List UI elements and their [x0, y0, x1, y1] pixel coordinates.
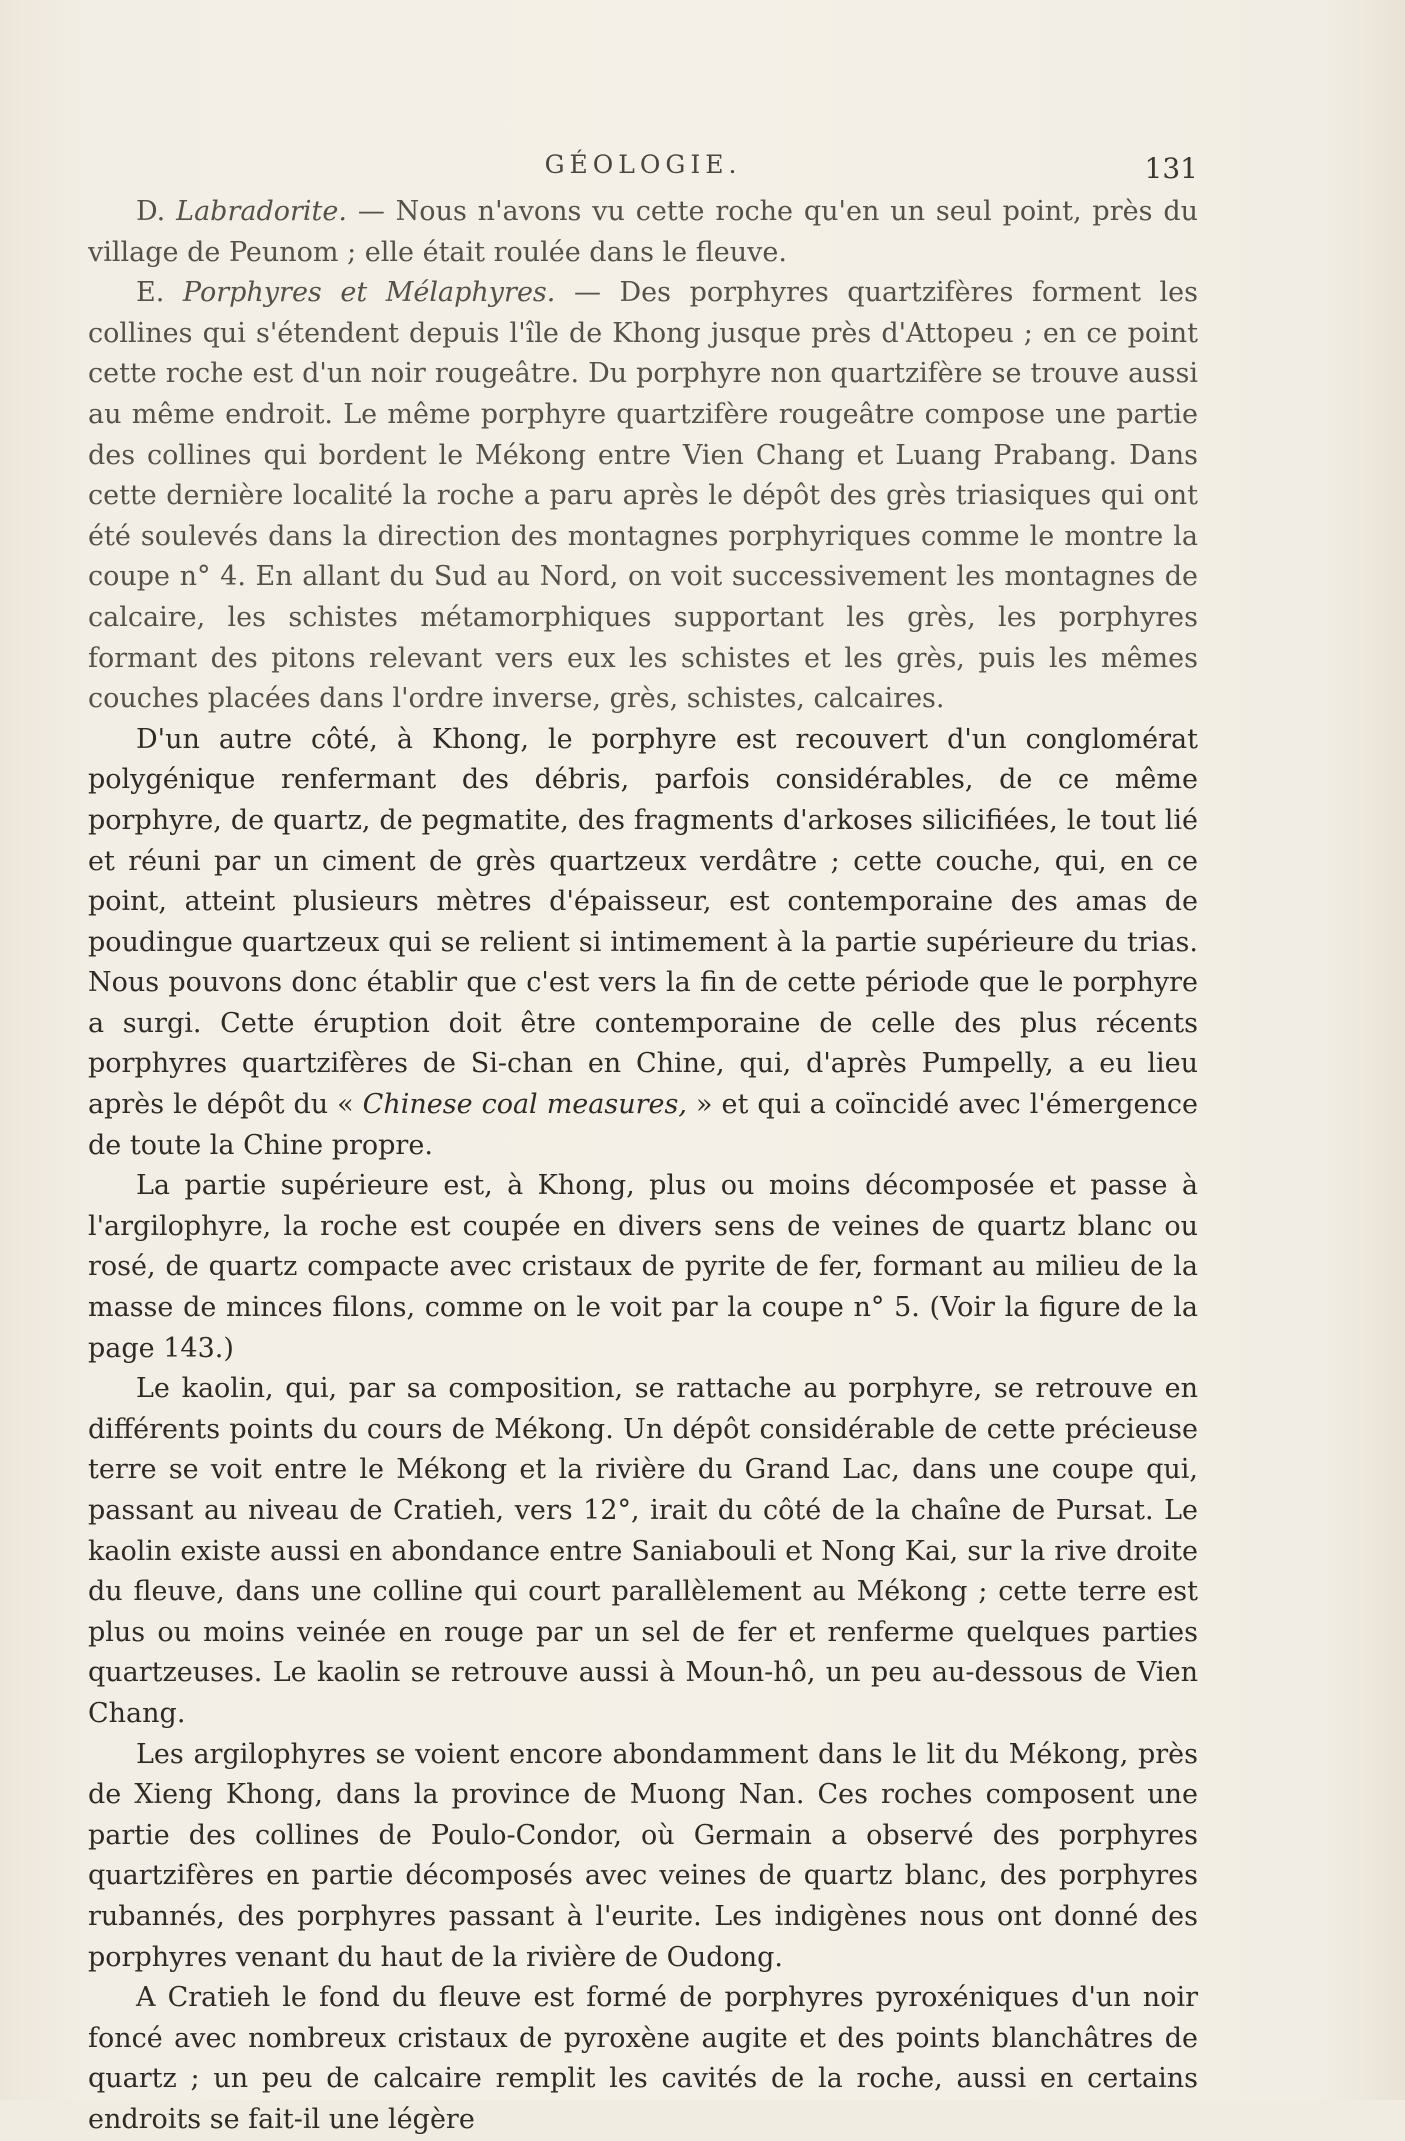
paragraph-text: D'un autre côté, à Khong, le porphyre est recouvert d'un conglomérat polygénique renfermant des débris, parfois considérables, de ce même porphyre, de quartz, de pegmatite, des fragments d'arkoses silicifiées, le tout lié et réuni par un ciment de grès quartzeux verdâtre ; cette couche, qui, en ce point, atteint plusieurs mètres d'épaisseur, est contemporaine des amas de poudingue quartzeux qui se relient si intimement à la partie supérieure du trias. Nous pouvons donc établir que c'est vers la fin de cette période que le porphyre a surgi. Cette éruption doit être contemporaine de celle des plus récents porphyres quartzifères de Si-chan en Chine, qui, d'après Pumpelly, a eu lieu après le dépôt du « — [88, 723, 1198, 1121]
paragraph-text: — Nous n'avons vu cette roche qu'en un seul point, près du village de Peunom ; elle était roulée dans le fleuve. — [88, 196, 1198, 268]
paragraph-partie-superieure: La partie supérieure est, à Khong, plus ou moins décomposée et passe à l'argilophyre, la roche est coupée en divers sens de veines de quartz blanc ou rosé, de quartz compacte avec cristaux de pyrite de fer, formant au milieu de la masse de minces filons, comme on le voit par la coupe n° 5. (Voir la figure de la page 143.) — [88, 1170, 1198, 1364]
paragraph-porphyres — [88, 273, 1198, 720]
page-number: 131 — [1144, 152, 1198, 185]
paragraph-argilophyres: Les argilophyres se voient encore abondamment dans le lit du Mékong, près de Xieng Khong, dans la province de Muong Nan. Ces roches composent une partie des collines de Poulo-Condor, où Germain a observé des porphyres quartzifères en partie décomposés avec veines de quartz blanc, des porphyres rubannés, des porphyres passant à l'eurite. Les indigènes nous ont donné des porphyres venant du haut de la rivière de Oudong. — [88, 1738, 1198, 1973]
paragraph-khong-conglomerat — [88, 720, 1198, 1167]
italic-term: Chinese coal measures, — [362, 1089, 687, 1121]
section-letter: E. — [136, 277, 183, 309]
paragraph-text-end: » et qui a coïncidé avec l'émergence de toute la Chine propre. — [88, 1089, 1198, 1161]
section-heading: Labradorite. — [176, 196, 347, 227]
running-title: GÉOLOGIE. — [544, 150, 742, 179]
paragraph-text: — Des porphyres quartzifères forment les collines qui s'étendent depuis l'île de Khong jusque près d'Attopeu ; en ce point cette roche est d'un noir rougeâtre. Du porphyre non quartzifère se trouve aussi au même endroit. Le même porphyre quartzifère rougeâtre compose une partie des collines qui bordent le Mékong entre Vien Chang et Luang Prabang. Dans cette dernière localité la roche a paru après le dépôt des grès triasiques qui ont été soulevés dans la direction des montagnes porphyriques comme le montre la coupe n° 4. En allant du Sud au Nord, on voit successivement les montagnes de calcaire, les schistes métamorphiques supportant les grès, les porphyres formant des pitons relevant vers eux les schistes et les grès, puis les mêmes couches placées dans l'ordre inverse, grès, schistes, calcaires. — [88, 277, 1198, 715]
section-heading: Porphyres et Mélaphyres. — [182, 277, 556, 309]
page-header — [88, 150, 1198, 190]
paragraph-labradorite — [88, 192, 1198, 273]
paragraph-kaolin: Le kaolin, qui, par sa composition, se rattache au porphyre, se retrouve en différents points du cours de Mékong. Un dépôt considérable de cette précieuse terre se voit entre le Mékong et la rivière du Grand Lac, dans une coupe qui, passant au niveau de Cratieh, vers 12°, irait du côté de la chaîne de Pursat. Le kaolin existe aussi en abondance entre Saniabouli et Nong Kai, sur la rive droite du fleuve, dans une colline qui court parallèlement au Mékong ; cette terre est plus ou moins veinée en rouge par un sel de fer et renferme quelques parties quartzeuses. Le kaolin se retrouve aussi à Moun-hô, un peu au-dessous de Vien Chang. — [88, 1373, 1198, 1729]
body-text — [88, 192, 1198, 2141]
paragraph-cratieh: A Cratieh le fond du fleuve est formé de porphyres pyroxéniques d'un noir foncé avec nombreux cristaux de pyroxène augite et des points blanchâtres de quartz ; un peu de calcaire remplit les cavités de la roche, aussi en certains endroits se fait-il une légère — [88, 1982, 1198, 2135]
section-letter: D. — [136, 196, 177, 227]
